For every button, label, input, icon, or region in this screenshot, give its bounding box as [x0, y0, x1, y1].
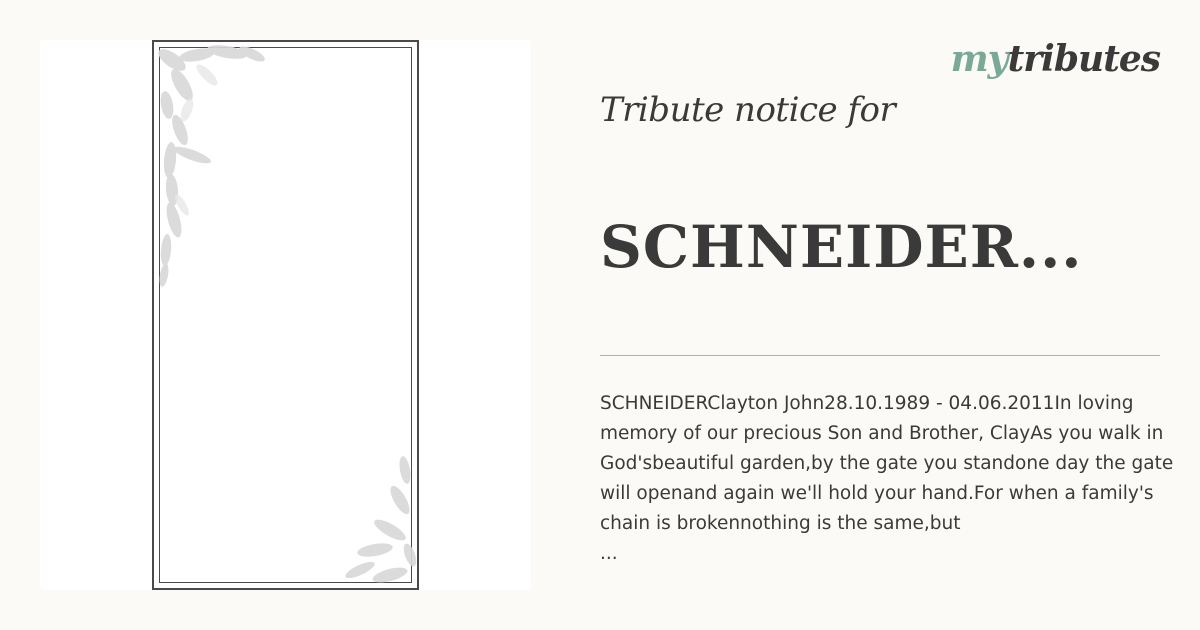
tribute-eyebrow: Tribute notice for [600, 90, 896, 130]
mytributes-logo[interactable] [951, 38, 1160, 80]
notice-excerpt [600, 389, 1175, 569]
notice-frame [152, 40, 419, 590]
notice-excerpt-ellipsis: ... [600, 543, 618, 564]
notice-excerpt-text: SCHNEIDERClayton John28.10.1989 - 04.06.2011In loving memory of our precious Son and Brother, ClayAs you walk in God'sbeautiful garden,by the gate you standone day the gate will openand again we'll hold your hand.For when a family's chain is brokennothing is the same,but [600, 393, 1174, 534]
deceased-name: SCHNEIDER... [600, 213, 1083, 281]
logo-tributes-text: tributes [1007, 38, 1160, 80]
section-divider [600, 355, 1160, 356]
notice-frame-inner-border [159, 47, 412, 583]
logo-my-text: my [950, 38, 1008, 80]
